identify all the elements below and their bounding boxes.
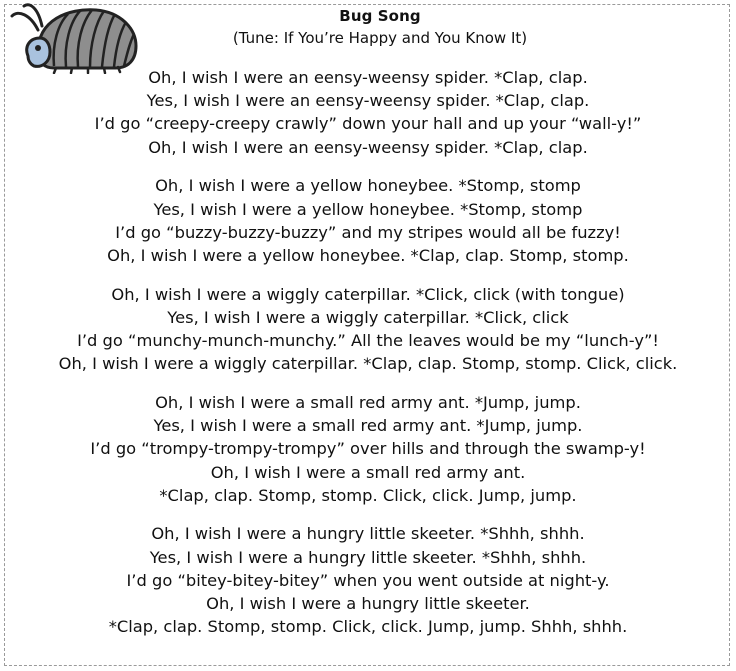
verse-spider <box>0 66 736 159</box>
lyric-line: Yes, I wish I were a yellow honeybee. *Stomp, stomp <box>153 199 583 219</box>
document-header <box>0 6 736 48</box>
lyric-line: Oh, I wish I were a wiggly caterpillar. *Clap, clap. Stomp, stomp. Click, click. <box>58 354 678 374</box>
lyric-line: Oh, I wish I were a small red army ant. *Jump, jump. <box>155 392 581 412</box>
lyric-line: Oh, I wish I were a hungry little skeeter. <box>206 594 530 614</box>
lyric-line: Oh, I wish I were a hungry little skeeter. *Shhh, shhh. <box>151 524 585 544</box>
lyric-line: I’d go “creepy-creepy crawly” down your hall and up your “wall-y!” <box>94 114 642 134</box>
verse-skeeter <box>0 522 736 638</box>
lyric-line: I’d go “munchy-munch-munchy.” All the leaves would be my “lunch-y”! <box>77 331 659 351</box>
lyric-line: Yes, I wish I were a small red army ant. *Jump, jump. <box>153 416 583 436</box>
lyric-line: Oh, I wish I were a small red army ant. <box>210 462 526 482</box>
verse-army-ant <box>0 391 736 507</box>
lyric-line: Oh, I wish I were a yellow honeybee. *Clap, clap. Stomp, stomp. <box>107 245 629 265</box>
lyric-line: Oh, I wish I were a yellow honeybee. *Stomp, stomp <box>155 176 581 196</box>
song-lyrics <box>0 66 736 654</box>
song-subtitle: (Tune: If You’re Happy and You Know It) <box>232 29 528 47</box>
lyric-line: Oh, I wish I were an eensy-weensy spider. *Clap, clap. <box>148 137 588 157</box>
lyric-line: I’d go “trompy-trompy-trompy” over hills and through the swamp-y! <box>90 439 646 459</box>
verse-caterpillar <box>0 283 736 376</box>
lyric-line: I’d go “bitey-bitey-bitey” when you went outside at night-y. <box>126 570 610 590</box>
verse-honeybee <box>0 174 736 267</box>
lyric-line: *Clap, clap. Stomp, stomp. Click, click. Jump, jump. <box>159 485 577 505</box>
lyric-line: Yes, I wish I were an eensy-weensy spider. *Clap, clap. <box>146 91 590 111</box>
lyric-line: *Clap, clap. Stomp, stomp. Click, click. Jump, jump. Shhh, shhh. <box>108 617 628 637</box>
lyric-line: Yes, I wish I were a hungry little skeeter. *Shhh, shhh. <box>149 547 587 567</box>
lyric-line: I’d go “buzzy-buzzy-buzzy” and my stripes would all be fuzzy! <box>115 222 621 242</box>
lyric-line: Oh, I wish I were a wiggly caterpillar. *Click, click (with tongue) <box>111 284 625 304</box>
lyric-line: Yes, I wish I were a wiggly caterpillar. *Click, click <box>167 307 569 327</box>
lyric-line: Oh, I wish I were an eensy-weensy spider. *Clap, clap. <box>148 68 588 87</box>
song-title: Bug Song <box>339 7 421 25</box>
